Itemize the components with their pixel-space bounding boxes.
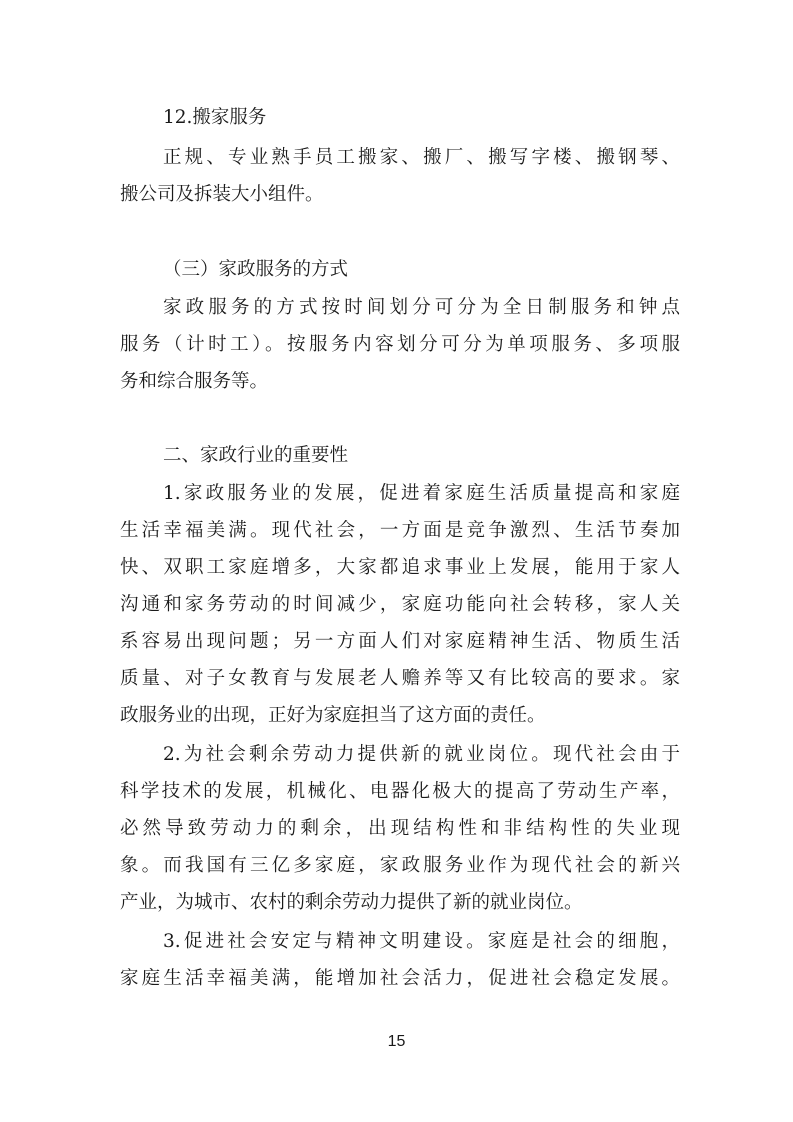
section-12-line-1: 正规、专业熟手员工搬家、搬厂、搬写字楼、搬钢琴、: [163, 147, 680, 168]
part-2-para-1-line: 1.家政服务业的发展，促进着家庭生活质量提高和家庭: [163, 483, 680, 504]
part-2-para-3-line: 3.促进社会安定与精神文明建设。家庭是社会的细胞，: [163, 931, 680, 952]
part-2-para-3-line: 家庭生活幸福美满，能增加社会活力，促进社会稳定发展。: [120, 968, 680, 989]
part-2-para-1-line: 政服务业的出现，正好为家庭担当了这方面的责任。: [120, 705, 546, 726]
part-2-para-2-line: 必然导致劳动力的剩余，出现结构性和非结构性的失业现: [120, 818, 680, 839]
part-2-para-1-line: 系容易出现问题；另一方面人们对家庭精神生活、物质生活: [120, 631, 680, 652]
section-12-heading: 12.搬家服务: [163, 107, 267, 128]
section-3-heading: （三）家政服务的方式: [163, 259, 349, 280]
section-3-line-3: 务和综合服务等。: [120, 371, 269, 392]
section-3-line-2: 服务（计时工）。按服务内容划分可分为单项服务、多项服: [120, 334, 680, 355]
part-2-para-1-line: 快、双职工家庭增多，大家都追求事业上发展，能用于家人: [120, 557, 680, 578]
part-2-para-2-line: 2.为社会剩余劳动力提供新的就业岗位。现代社会由于: [163, 744, 680, 765]
part-2-para-1-line: 质量、对子女教育与发展老人赡养等又有比较高的要求。家: [120, 668, 680, 689]
part-2-para-1-line: 沟通和家务劳动的时间减少，家庭功能向社会转移，家人关: [120, 594, 680, 615]
section-3-line-1: 家政服务的方式按时间划分可分为全日制服务和钟点: [163, 297, 680, 318]
page-number: 15: [387, 1033, 406, 1050]
part-2-heading: 二、家政行业的重要性: [163, 445, 349, 466]
part-2-para-2-line: 科学技术的发展，机械化、电器化极大的提高了劳动生产率，: [120, 781, 680, 802]
section-12-line-2: 搬公司及拆装大小组件。: [120, 184, 324, 205]
part-2-para-2-line: 象。而我国有三亿多家庭，家政服务业作为现代社会的新兴: [120, 855, 680, 876]
part-2-para-2-line: 产业，为城市、农村的剩余劳动力提供了新的就业岗位。: [120, 892, 583, 913]
part-2-para-1-line: 生活幸福美满。现代社会，一方面是竞争激烈、生活节奏加: [120, 520, 680, 541]
